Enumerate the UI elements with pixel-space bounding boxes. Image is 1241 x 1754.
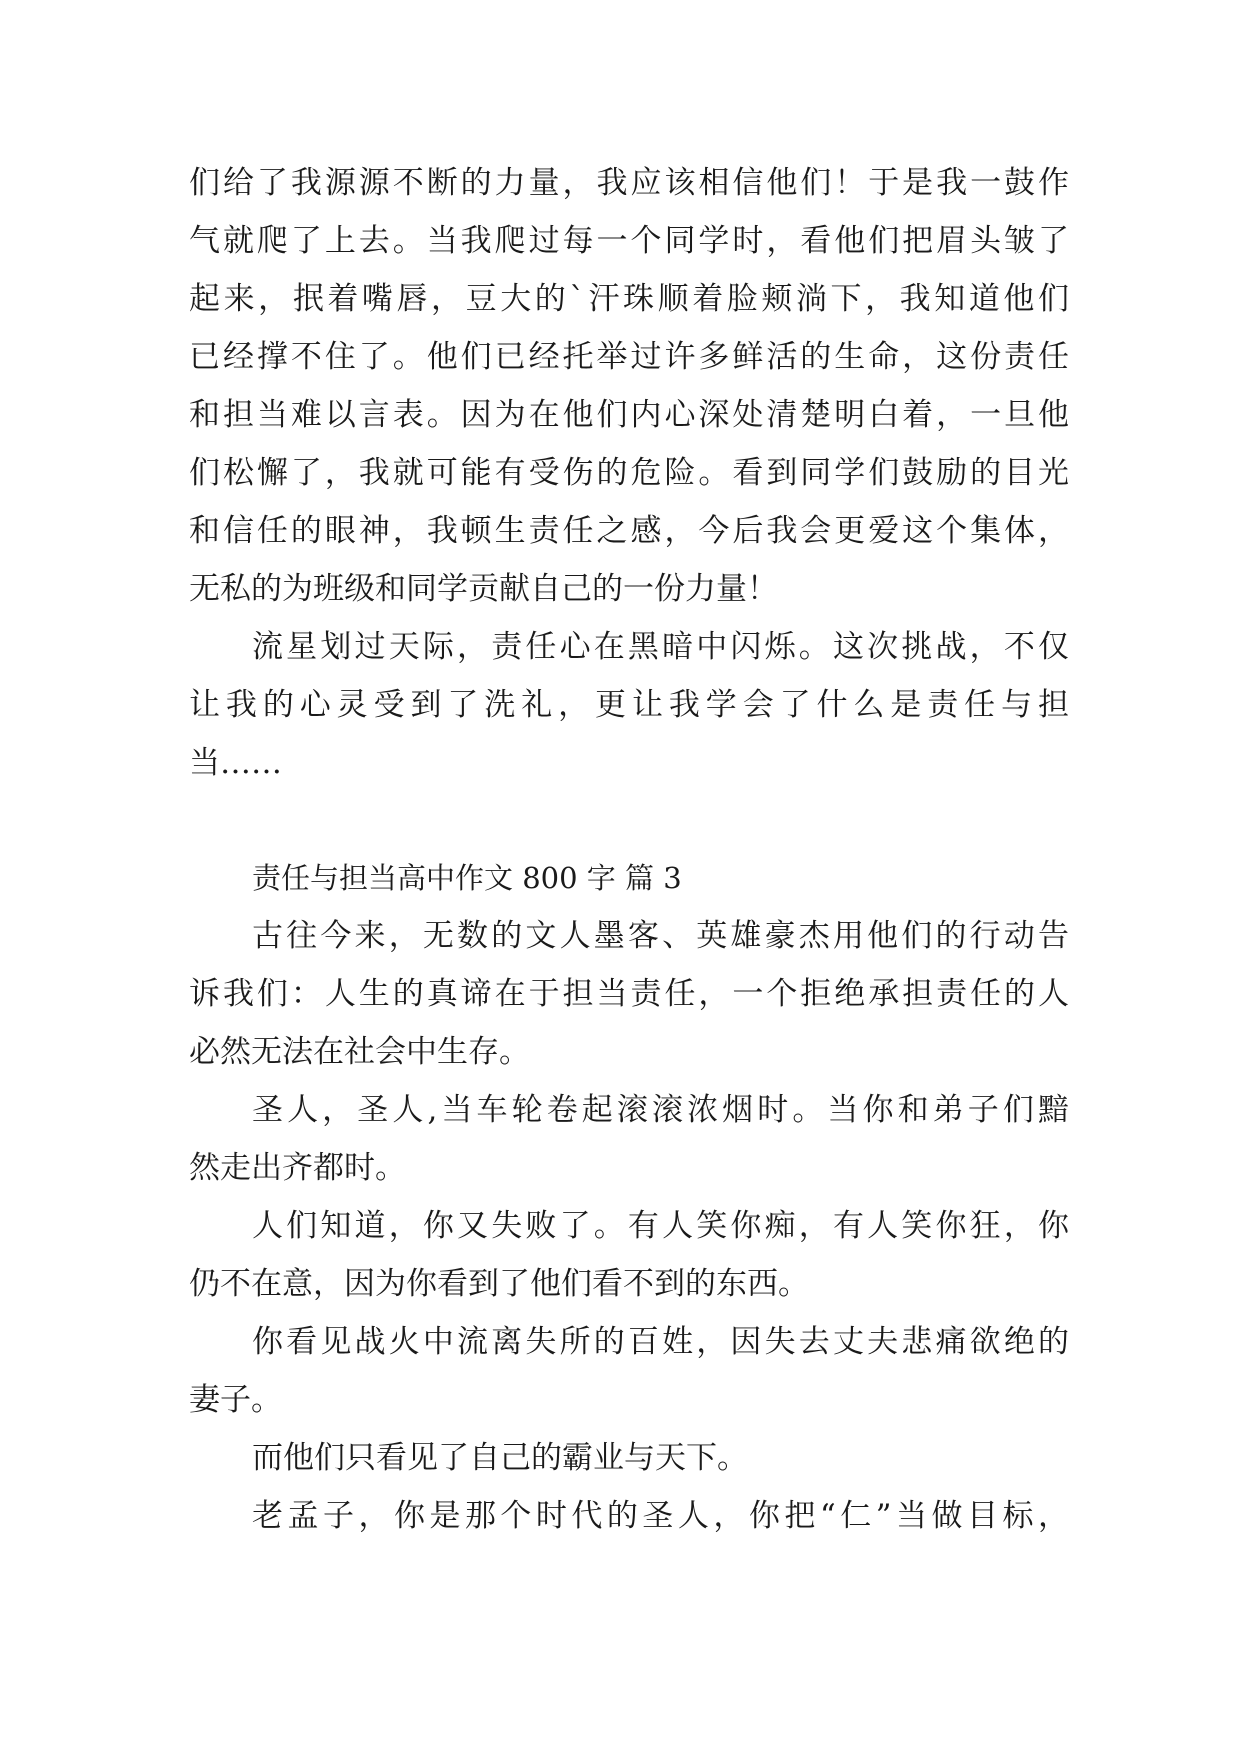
text-line: 古往今来，无数的文人墨客、英雄豪杰用他们的行动告	[252, 918, 1069, 954]
text-line: 和信任的眼神，我顿生责任之感，今后我会更爱这个集体，	[189, 513, 1069, 549]
text-line: 然走出齐都时。	[189, 1150, 406, 1186]
text-line: 让我的心灵受到了洗礼，更让我学会了什么是责任与担	[189, 687, 1069, 723]
text-line: 老孟子，你是那个时代的圣人，你把“仁”当做目标，	[252, 1498, 1069, 1534]
text-line: 气就爬了上去。当我爬过每一个同学时，看他们把眉头皱了	[189, 223, 1069, 259]
text-line: 圣人，圣人,当车轮卷起滚滚浓烟时。当你和弟子们黯	[252, 1092, 1069, 1128]
text-line: 妻子。	[189, 1382, 282, 1418]
section-heading: 责任与担当高中作文 800 字 篇 3	[252, 861, 682, 895]
text-line: 当……	[189, 745, 282, 781]
text-line: 人们知道，你又失败了。有人笑你痴，有人笑你狂，你	[252, 1208, 1069, 1244]
text-line: 流星划过天际，责任心在黑暗中闪烁。这次挑战，不仅	[252, 629, 1069, 665]
text-line: 诉我们：人生的真谛在于担当责任，一个拒绝承担责任的人	[189, 976, 1069, 1012]
text-line: 起来，抿着嘴唇，豆大的`汗珠顺着脸颊淌下，我知道他们	[189, 281, 1069, 317]
text-line: 已经撑不住了。他们已经托举过许多鲜活的生命，这份责任	[189, 339, 1069, 375]
text-line: 们给了我源源不断的力量，我应该相信他们！于是我一鼓作	[189, 165, 1069, 201]
text-line: 你看见战火中流离失所的百姓，因失去丈夫悲痛欲绝的	[252, 1324, 1069, 1360]
text-line: 和担当难以言表。因为在他们内心深处清楚明白着，一旦他	[189, 397, 1069, 433]
text-line: 们松懈了，我就可能有受伤的危险。看到同学们鼓励的目光	[189, 455, 1069, 491]
text-line: 仍不在意，因为你看到了他们看不到的东西。	[189, 1266, 809, 1302]
text-line: 而他们只看见了自己的霸业与天下。	[252, 1440, 748, 1476]
text-line: 必然无法在社会中生存。	[189, 1034, 530, 1070]
text-line: 无私的为班级和同学贡献自己的一份力量！	[189, 571, 778, 607]
